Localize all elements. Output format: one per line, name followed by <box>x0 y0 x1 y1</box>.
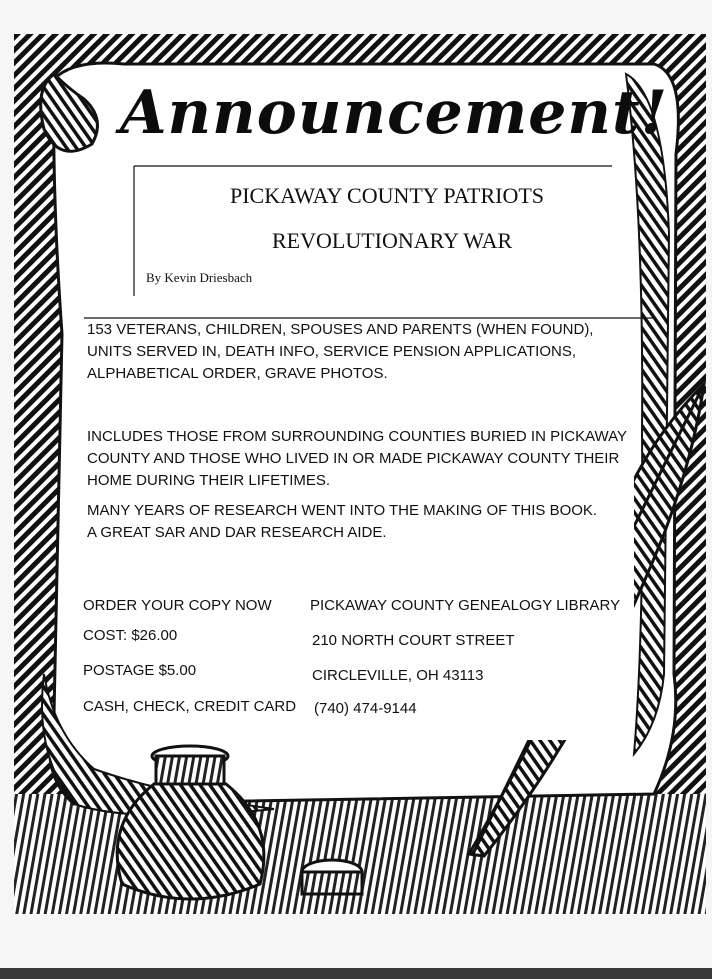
description-paragraph-contents: 153 VETERANS, CHILDREN, SPOUSES AND PARENTS (WHEN FOUND), UNITS SERVED IN, DEATH INFO, SERVICE PENSION APPLICATIONS, ALPHABETICAL ORDER, GRAVE PHOTOS. <box>87 321 594 382</box>
library-name: PICKAWAY COUNTY GENEALOGY LIBRARY <box>310 597 621 614</box>
announcement-heading: Announcement! <box>120 78 669 148</box>
book-title-line1: PICKAWAY COUNTY PATRIOTS <box>230 183 545 208</box>
scan-edge <box>0 968 712 979</box>
book-title-line2: REVOLUTIONARY WAR <box>272 228 513 253</box>
order-call-to-action: ORDER YOUR COPY NOW <box>83 597 272 614</box>
description-paragraph-research: MANY YEARS OF RESEARCH WENT INTO THE MAKING OF THIS BOOK. A GREAT SAR AND DAR RESEARCH AIDE. <box>87 502 598 541</box>
order-payment-methods: CASH, CHECK, CREDIT CARD <box>83 698 297 715</box>
author-byline: By Kevin Driesbach <box>146 270 253 285</box>
library-street: 210 NORTH COURT STREET <box>312 632 515 649</box>
description-paragraph-scope: INCLUDES THOSE FROM SURROUNDING COUNTIES BURIED IN PICKAWAY COUNTY AND THOSE WHO LIVED IN OR MADE PICKAWAY COUNTY THEIR HOME DURING THEIR LIFETIMES. <box>87 428 627 489</box>
order-cost: COST: $26.00 <box>83 627 178 644</box>
cork-illustration <box>302 860 362 894</box>
order-postage: POSTAGE $5.00 <box>83 662 197 679</box>
library-phone: (740) 474-9144 <box>314 700 417 717</box>
library-city: CIRCLEVILLE, OH 43113 <box>312 667 484 684</box>
